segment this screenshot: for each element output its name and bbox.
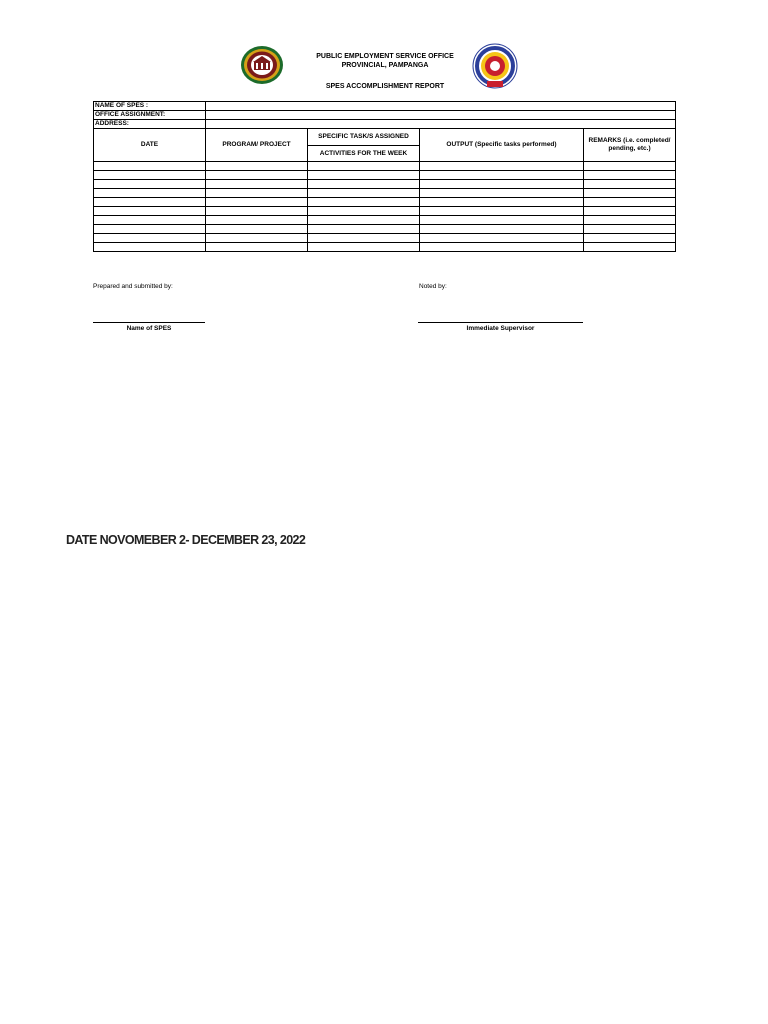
output-cell[interactable]: [420, 225, 584, 234]
program-cell[interactable]: [206, 225, 308, 234]
date-cell[interactable]: [94, 225, 206, 234]
program-cell[interactable]: [206, 180, 308, 189]
output-cell[interactable]: [420, 243, 584, 252]
remarks-cell[interactable]: [584, 207, 676, 216]
supervisor-signature-line[interactable]: [418, 322, 583, 323]
report-title: SPES ACCOMPLISHMENT REPORT: [325, 83, 445, 90]
spes-signature-line[interactable]: [93, 322, 205, 323]
date-cell[interactable]: [94, 243, 206, 252]
task-cell[interactable]: [308, 189, 420, 198]
date-cell[interactable]: [94, 189, 206, 198]
remarks-cell[interactable]: [584, 198, 676, 207]
date-cell[interactable]: [94, 216, 206, 225]
output-cell[interactable]: [420, 234, 584, 243]
remarks-cell[interactable]: [584, 180, 676, 189]
name-row: [94, 102, 676, 111]
date-range-text: DATE NOVOMEBER 2- DECEMBER 23, 2022: [66, 533, 306, 547]
program-cell[interactable]: [206, 243, 308, 252]
seal-icon: [240, 45, 284, 85]
task-cell[interactable]: [308, 162, 420, 171]
program-cell[interactable]: [206, 198, 308, 207]
col-task-header-top: SPECIFIC TASK/S ASSIGNED: [308, 129, 420, 146]
task-cell[interactable]: [308, 207, 420, 216]
prepared-label: Prepared and submitted by:: [93, 283, 173, 290]
noted-label: Noted by:: [419, 283, 447, 290]
office-location: PROVINCIAL, PAMPANGA: [341, 62, 429, 69]
name-field[interactable]: [206, 102, 676, 111]
office-label: OFFICE ASSIGNMENT:: [94, 111, 206, 120]
table-row: [94, 189, 676, 198]
date-cell[interactable]: [94, 180, 206, 189]
task-cell[interactable]: [308, 225, 420, 234]
office-name: PUBLIC EMPLOYMENT SERVICE OFFICE: [316, 53, 454, 60]
program-cell[interactable]: [206, 162, 308, 171]
output-cell[interactable]: [420, 198, 584, 207]
table-row: [94, 234, 676, 243]
col-program-header: PROGRAM/ PROJECT: [206, 129, 308, 162]
col-remarks-header: REMARKS (i.e. completed/ pending, etc.): [584, 129, 676, 162]
output-cell[interactable]: [420, 216, 584, 225]
date-cell[interactable]: [94, 198, 206, 207]
table-row: [94, 162, 676, 171]
output-cell[interactable]: [420, 189, 584, 198]
remarks-cell[interactable]: [584, 225, 676, 234]
date-cell[interactable]: [94, 207, 206, 216]
task-cell[interactable]: [308, 234, 420, 243]
table-row: [94, 171, 676, 180]
program-cell[interactable]: [206, 189, 308, 198]
table-row: [94, 180, 676, 189]
table-row: [94, 225, 676, 234]
table-row: [94, 207, 676, 216]
col-task-header-bottom: ACTIVITIES FOR THE WEEK: [308, 146, 420, 162]
entry-rows: [94, 162, 676, 252]
header-row-top: [94, 129, 676, 146]
program-cell[interactable]: [206, 171, 308, 180]
task-cell[interactable]: [308, 171, 420, 180]
remarks-cell[interactable]: [584, 171, 676, 180]
date-cell[interactable]: [94, 171, 206, 180]
program-cell[interactable]: [206, 207, 308, 216]
col-output-header: OUTPUT (Specific tasks performed): [420, 129, 584, 162]
office-field[interactable]: [206, 111, 676, 120]
spes-name-caption: Name of SPES: [126, 325, 172, 332]
accomplishment-form: [93, 101, 676, 252]
remarks-cell[interactable]: [584, 234, 676, 243]
remarks-cell[interactable]: [584, 243, 676, 252]
table-row: [94, 216, 676, 225]
table-row: [94, 243, 676, 252]
supervisor-caption: Immediate Supervisor: [466, 325, 535, 332]
task-cell[interactable]: [308, 180, 420, 189]
col-date-header: DATE: [94, 129, 206, 162]
output-cell[interactable]: [420, 162, 584, 171]
address-row: [94, 120, 676, 129]
task-cell[interactable]: [308, 243, 420, 252]
table-row: [94, 198, 676, 207]
remarks-cell[interactable]: [584, 216, 676, 225]
program-cell[interactable]: [206, 216, 308, 225]
date-cell[interactable]: [94, 234, 206, 243]
address-label: ADDRESS:: [94, 120, 206, 129]
output-cell[interactable]: [420, 207, 584, 216]
remarks-cell[interactable]: [584, 189, 676, 198]
output-cell[interactable]: [420, 180, 584, 189]
address-field[interactable]: [206, 120, 676, 129]
peso-logo-icon: [472, 43, 518, 89]
output-cell[interactable]: [420, 171, 584, 180]
office-row: [94, 111, 676, 120]
task-cell[interactable]: [308, 216, 420, 225]
program-cell[interactable]: [206, 234, 308, 243]
remarks-cell[interactable]: [584, 162, 676, 171]
task-cell[interactable]: [308, 198, 420, 207]
date-cell[interactable]: [94, 162, 206, 171]
name-label: NAME OF SPES :: [94, 102, 206, 111]
